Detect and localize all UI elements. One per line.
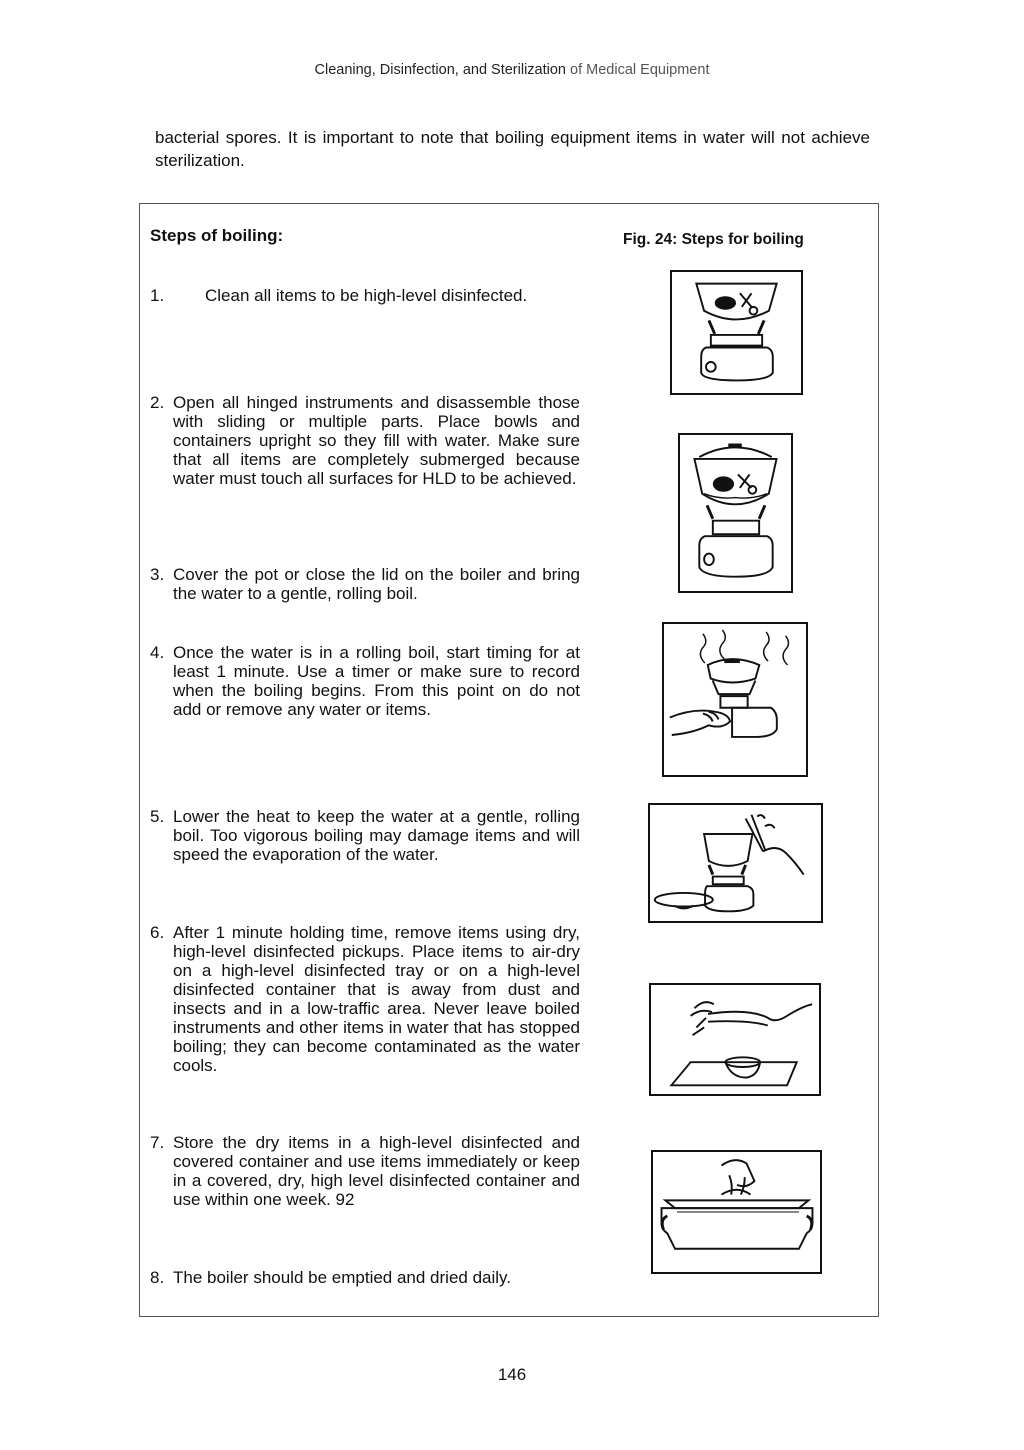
figure-caption: Fig. 24: Steps for boiling: [623, 231, 804, 248]
page-number: 146: [497, 1365, 527, 1384]
step-6: [150, 923, 580, 1075]
step-text: The boiler should be emptied and dried daily.: [173, 1268, 512, 1287]
intro-paragraph: bacterial spores. It is important to note that boiling equipment items in water will not achieve sterilization.: [155, 128, 870, 170]
step-text: After 1 minute holding time, remove items using dry, high-level disinfected pickups. Place items to air-dry on a high-level disinfected tray or on a high-level disinfected container that is away from dust and insects and in a low-traffic area. Never leave boiled instruments and other items in water that has stopped boiling; they can become contaminated as the water cools.: [173, 923, 580, 1075]
items-to-tray-icon: [649, 983, 821, 1096]
step-4: [150, 643, 580, 719]
covered-container-icon: [651, 1150, 822, 1274]
step-number: 4.: [150, 643, 165, 662]
step-3: [150, 565, 580, 603]
step-text: Open all hinged instruments and disassemble those with sliding or multiple parts. Place bowls and containers upright so they fill with water. Make sure that all items are completely submerged because water must touch all surfaces for HLD to be achieved.: [173, 393, 580, 488]
pot-on-stove-open-icon: [670, 270, 803, 395]
steps-title: Steps of boiling:: [150, 226, 284, 245]
step-8: [150, 1268, 580, 1287]
step-number: 2.: [150, 393, 165, 412]
step-7: [150, 1133, 580, 1209]
step-number: 1.: [150, 286, 165, 305]
step-text: Once the water is in a rolling boil, start timing for at least 1 minute. Use a timer or make sure to record when the boiling begins. From this point on do not add or remove any water or items.: [173, 643, 580, 719]
step-2: [150, 393, 580, 488]
step-5: [150, 807, 580, 864]
step-number: 7.: [150, 1133, 165, 1152]
step-text: Cover the pot or close the lid on the boiler and bring the water to a gentle, rolling boil.: [173, 565, 580, 603]
step-text: Store the dry items in a high-level disinfected and covered container and use items immediately or keep in a covered, dry, high level disinfected container and use within one week. 92: [173, 1133, 580, 1209]
step-number: 5.: [150, 807, 165, 826]
step-text: Lower the heat to keep the water at a gentle, rolling boil. Too vigorous boiling may damage items and will speed the evaporation of the water.: [173, 807, 580, 864]
step-1: [150, 286, 580, 305]
step-number: 8.: [150, 1268, 165, 1287]
lower-heat-pickup-icon: [648, 803, 823, 923]
running-header-title: Cleaning, Disinfection, and Sterilization: [314, 62, 566, 78]
pot-on-stove-lid-icon: [678, 433, 793, 593]
running-header: [0, 62, 1024, 78]
running-header-subtitle: of Medical Equipment: [570, 62, 710, 78]
step-text: Clean all items to be high-level disinfected.: [205, 286, 528, 305]
boiling-pot-hand-icon: [662, 622, 808, 777]
step-number: 6.: [150, 923, 165, 942]
step-number: 3.: [150, 565, 165, 584]
